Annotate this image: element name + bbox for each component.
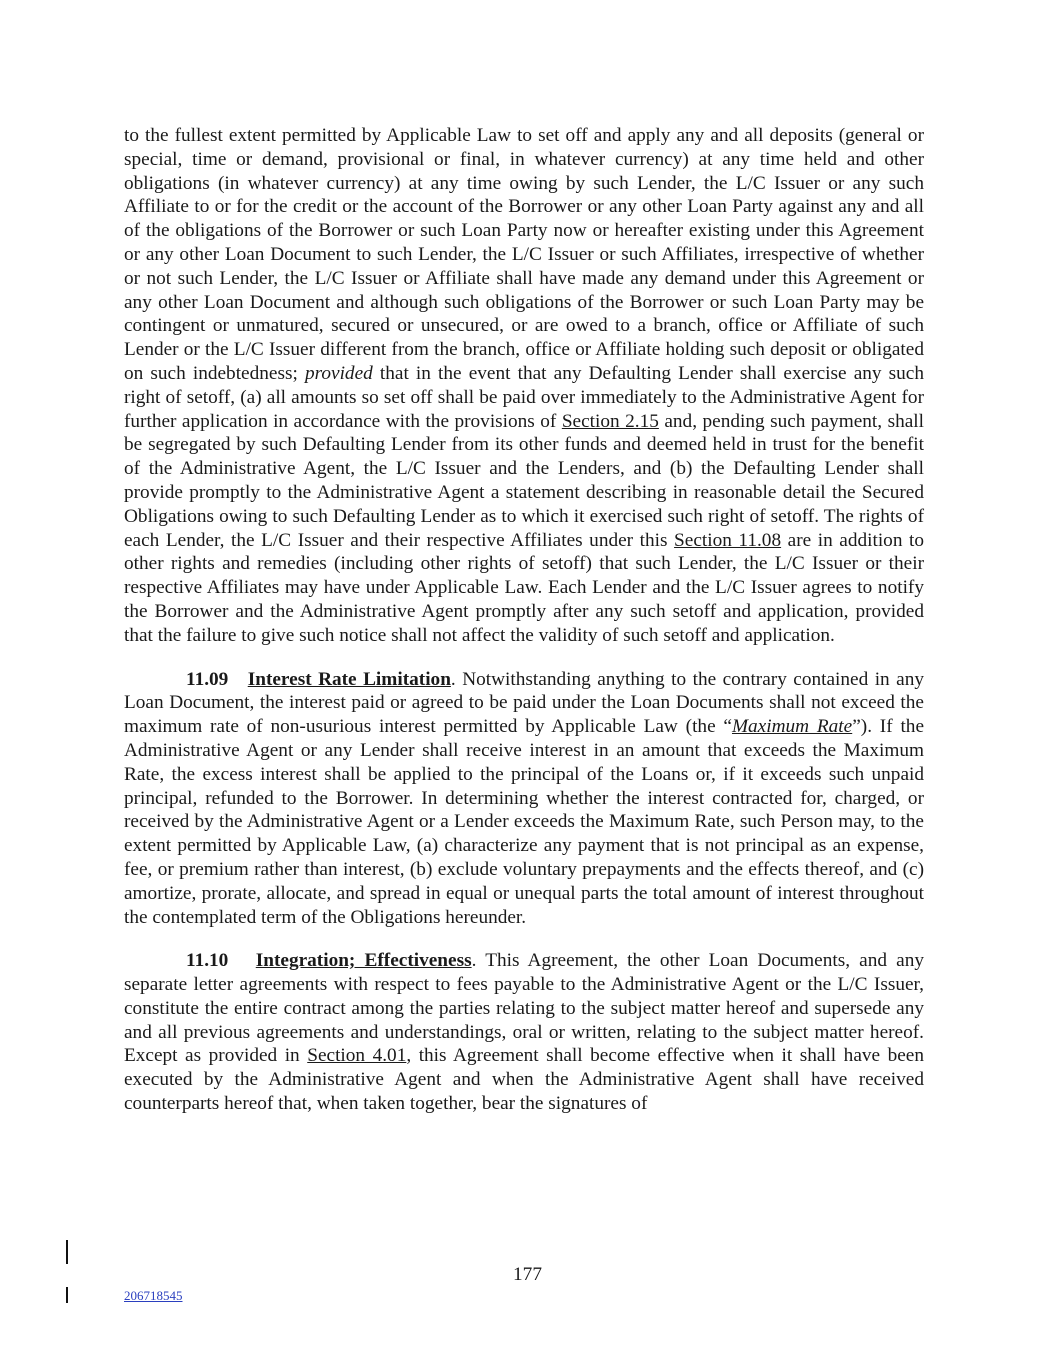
- paragraph-text: . Notwithstanding anything to the contrary contained in any Loan Document, the interest paid or agreed to be paid under the Loan Documents shall not exceed the maximum rate of non-usurious interest permitted by Applicable Law (the “: [124, 668, 925, 738]
- section-title: Interest Rate Limitation: [247, 668, 451, 690]
- section-number: 11.10: [186, 950, 229, 972]
- section-2-15-reference[interactable]: Section 2.15: [561, 410, 659, 432]
- paragraph-text: . This Agreement, the other Loan Documents, and any separate letter agreements with respect to fees payable to the Administrative Agent or the L/C Issuer, constitute the entire contract among the parties relating to the subject matter hereof and supersede any and all previous agreements and understandings, oral or written, relating to the subject matter hereof. Except as provided in: [124, 950, 924, 1067]
- paragraph-text: that in the event that any Defaulting Lender shall exercise any such right of setoff, (a) all amounts so set off shall be paid over immediately to the Administrative Agent for further application in accordance with the provisions of: [124, 362, 924, 432]
- section-11-09-paragraph: [124, 668, 924, 930]
- proviso-term: provided: [304, 362, 373, 384]
- section-title: Integration; Effectiveness: [255, 950, 472, 972]
- document-body: [124, 124, 924, 1116]
- defined-term-maximum-rate: Maximum Rate: [731, 716, 853, 738]
- paragraph-text: ”). If the Administrative Agent or any Lender shall receive interest in an amount that exceeds the Maximum Rate, the excess interest shall be applied to the principal of the Loans or, if it exceeds such unpaid principal, refunded to the Borrower. In determining whether the interest contracted for, charged, or received by the Administrative Agent or a Lender exceeds the Maximum Rate, such Person may, to the extent permitted by Applicable Law, (a) characterize any payment that is not principal as an expense, fee, or premium rather than interest, (b) exclude voluntary prepayments and the effects thereof, and (c) amortize, prorate, allocate, and spread in equal or unequal parts the total amount of interest throughout the contemplated term of the Obligations hereunder.: [124, 716, 924, 928]
- section-4-01-reference[interactable]: Section 4.01: [307, 1045, 407, 1067]
- paragraph-text: are in addition to other rights and remedies (including other rights of setoff) that such Lender, the L/C Issuer or their respective Affiliates may have under Applicable Law. Each Lender and the L/C Issuer agrees to notify the Borrower and the Administrative Agent promptly after any such setoff and application, provided that the failure to give such notice shall not affect the validity of such setoff and application.: [124, 529, 924, 646]
- section-11-08-reference[interactable]: Section 11.08: [674, 529, 782, 551]
- section-number: 11.09: [186, 668, 229, 690]
- page-number: 177: [513, 1264, 542, 1285]
- document-id-link[interactable]: 206718545: [124, 1288, 183, 1303]
- section-11-10-paragraph: [124, 949, 924, 1116]
- paragraph-text: to the fullest extent permitted by Applicable Law to set off and apply any and all deposits (general or special, time or demand, provisional or final, in whatever currency) at any time held and other obligations (in whatever currency) at any time owing by such Lender, the L/C Issuer or any such Affiliate to or for the credit or the account of the Borrower or any other Loan Party against any and all of the obligations of the Borrower or such Loan Party now or hereafter existing under this Agreement or any other Loan Document to such Lender, the L/C Issuer or such Affiliates, irrespective of whether or not such Lender, the L/C Issuer or Affiliate shall have made any demand under this Agreement or any other Loan Document and although such obligations of the Borrower or such Loan Party may be contingent or unmatured, secured or unsecured, or are owed to a branch, office or Affiliate of such Lender or the L/C Issuer different from the branch, office or Affiliate holding such deposit or obligated on such indebtedness;: [124, 125, 924, 384]
- change-bar-top: [66, 1240, 68, 1264]
- paragraph-text: and, pending such payment, shall be segregated by such Defaulting Lender from its other funds and deemed held in trust for the benefit of the Administrative Agent, the L/C Issuer and the Lenders, and (b) the Defaulting Lender shall provide promptly to the Administrative Agent a statement describing in reasonable detail the Secured Obligations owing to such Defaulting Lender as to which it exercised such right of setoff. The rights of each Lender, the L/C Issuer and their respective Affiliates under this: [124, 410, 924, 551]
- change-bar-bottom: [66, 1287, 68, 1303]
- paragraph-text: , this Agreement shall become effective when it shall have been executed by the Administrative Agent and when the Administrative Agent shall have received counterparts hereof that, when taken together, bear the signatures of: [124, 1045, 924, 1115]
- paragraph-setoff-continuation: [124, 124, 924, 648]
